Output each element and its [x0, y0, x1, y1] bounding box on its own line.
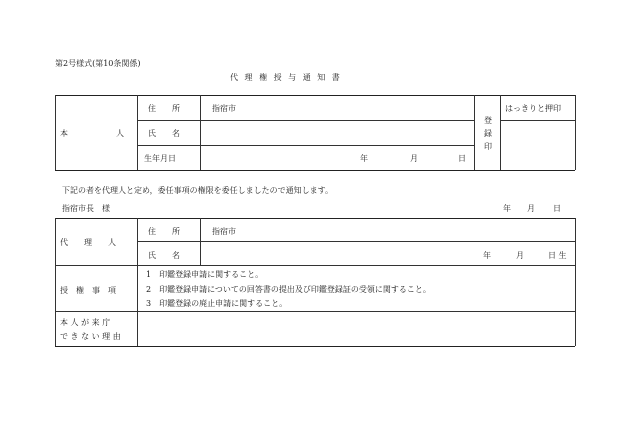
agent-address-label: 住 所 [148, 227, 180, 236]
agent-name-label: 氏 名 [148, 251, 180, 260]
notice-date-month: 月 [527, 204, 535, 213]
agent-address-value: 指宿市 [212, 227, 236, 236]
principal-name-label: 氏 名 [148, 129, 180, 138]
form-number: 第2号様式(第10条関係) [55, 59, 141, 68]
delegated-item-2: 2 印鑑登録申請についての回答書の提出及び印鑑登録証の受領に関すること。 [146, 285, 431, 294]
reason-heading-line1: 本 人 が 来 庁 [60, 318, 111, 327]
notice-date-year: 年 [503, 204, 511, 213]
agent-birth-day: 日 生 [548, 251, 567, 260]
reason-heading-line2: で き な い 理 由 [60, 332, 121, 341]
seal-label-char-2: 録 [484, 129, 492, 138]
principal-dob-day: 日 [458, 154, 466, 163]
principal-dob-year: 年 [360, 154, 368, 163]
principal-dob-label: 生年月日 [144, 154, 176, 163]
agent-birth-month: 月 [516, 251, 524, 260]
seal-note: はっきりと押印 [505, 104, 561, 113]
seal-label-char-1: 登 [484, 116, 492, 125]
principal-address-value: 指宿市 [212, 104, 236, 113]
form-title: 代 理 権 授 与 通 知 書 [230, 73, 342, 82]
notice-date-day: 日 [553, 204, 561, 213]
delegated-item-1: 1 印鑑登録申請に関すること。 [146, 270, 264, 279]
seal-label-char-3: 印 [484, 142, 492, 151]
delegation-statement: 下記の者を代理人と定め，委任事項の権限を委任しましたので通知します。 [62, 186, 334, 195]
principal-address-label: 住 所 [148, 104, 180, 113]
addressee: 指宿市長 様 [62, 204, 110, 213]
principal-heading: 本 人 [60, 129, 124, 138]
agent-heading: 代 理 人 [60, 238, 116, 247]
delegated-matters-heading: 授 権 事 項 [60, 286, 116, 295]
principal-dob-month: 月 [410, 154, 418, 163]
agent-birth-year: 年 [483, 251, 491, 260]
delegated-item-3: 3 印鑑登録の廃止申請に関すること。 [146, 299, 288, 308]
